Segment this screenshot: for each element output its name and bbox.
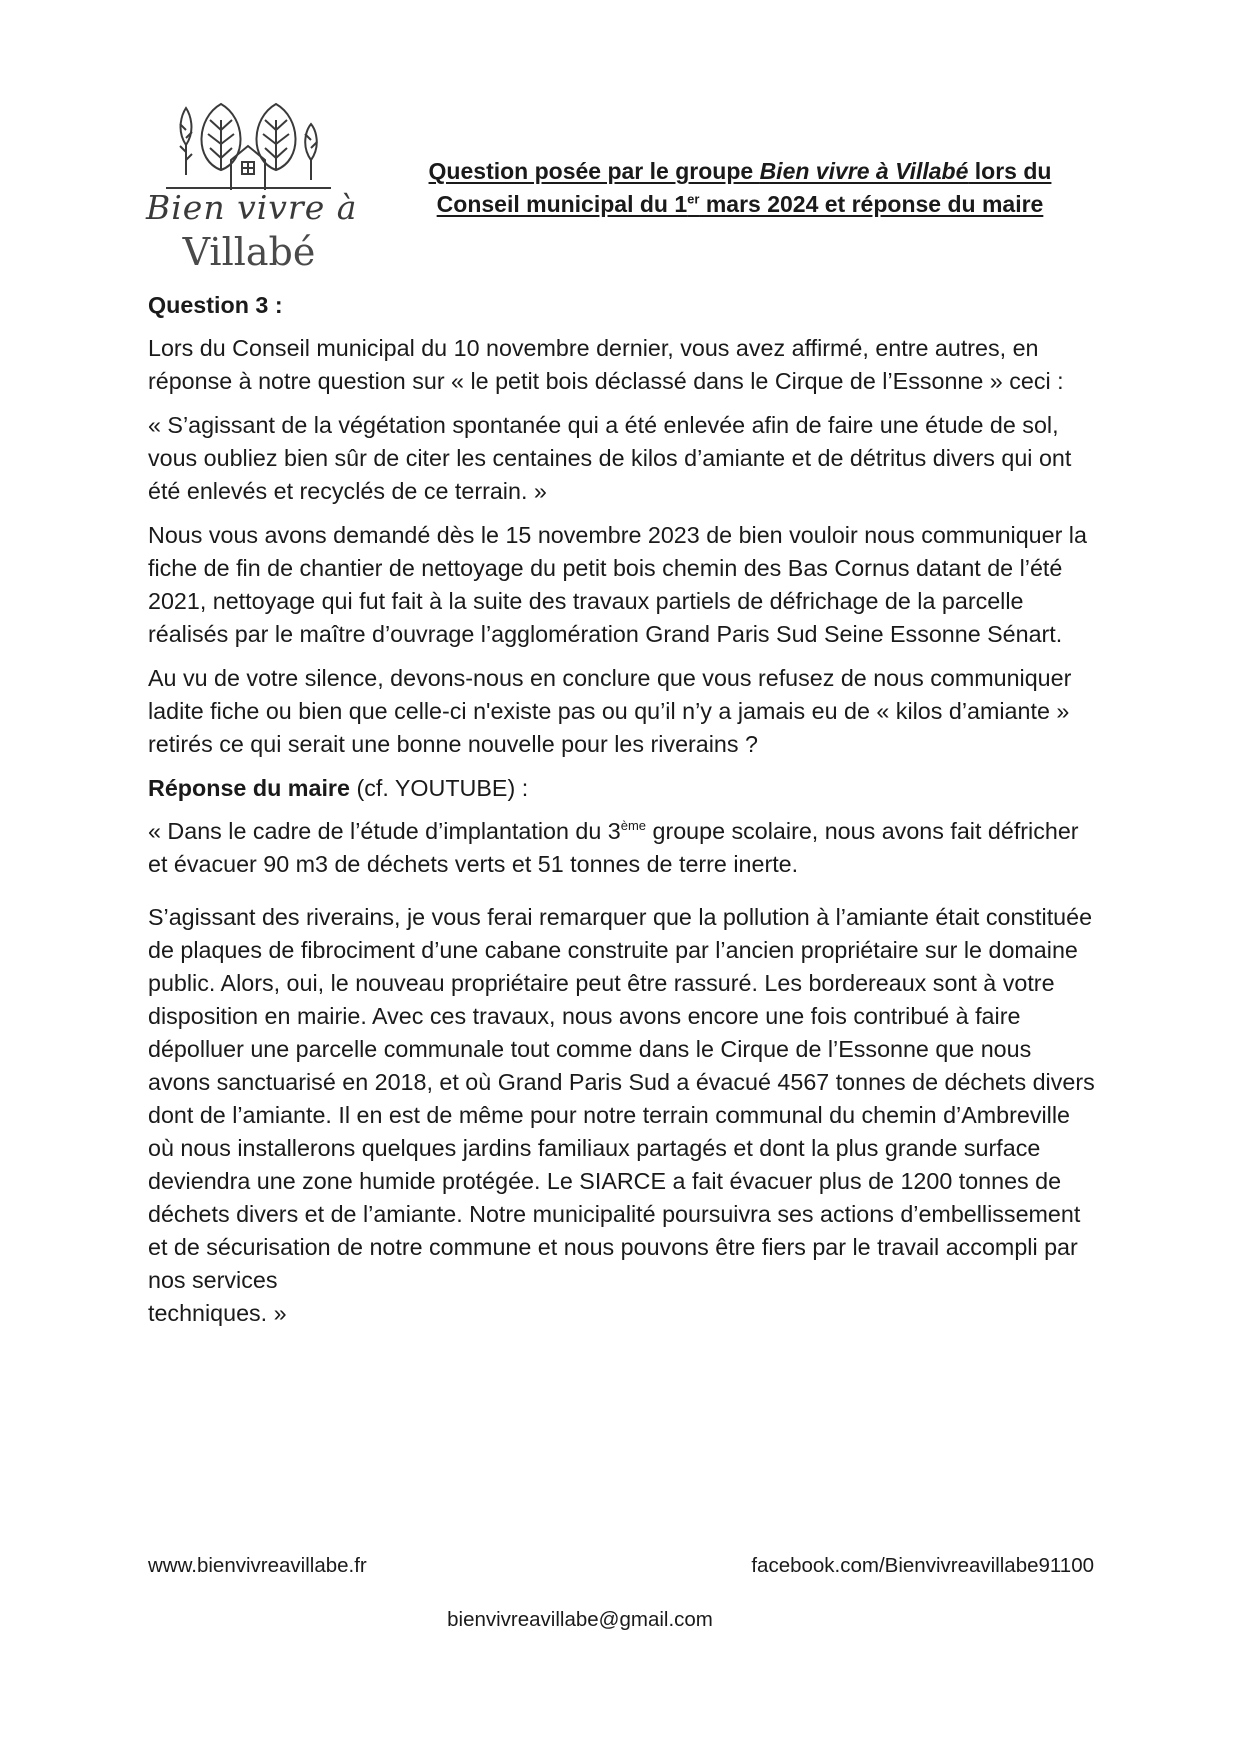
- response-label-bold: Réponse du maire: [148, 775, 350, 801]
- document-body: [148, 289, 1098, 1330]
- question-paragraph-3: Nous vous avons demandé dès le 15 novembre 2023 de bien vouloir nous communiquer la fiche de fin de chantier de nettoyage du petit bois chemin des Bas Cornus datant de l’été 2021, nettoyage qui fut fait à la suite des travaux partiels de défrichage de la parcelle réalisés par le maître d’ouvrage l’agglomération Grand Paris Sud Seine Essonne Sénart.: [148, 522, 1087, 647]
- response-paragraph-2: S’agissant des riverains, je vous ferai remarquer que la pollution à l’amiante était constituée de plaques de fibrociment d’une cabane construite par l’ancien propriétaire sur le domaine public. Alors, oui, le nouveau propriétaire peut être rassuré. Les bordereaux sont à votre disposition en mairie. Avec ces travaux, nous avons encore une fois contribué à faire dépolluer une parcelle communale tout comme dans le Cirque de l’Essonne que nous avons sanctuarisé en 2018, et où Grand Paris Sud a évacué 4567 tonnes de déchets divers dont de l’amiante. Il en est de même pour notre terrain communal du chemin d’Ambreville où nous installerons quelques jardins familiaux partagés et dont la plus grande surface deviendra une zone humide protégée. Le SIARCE a fait évacuer plus de 1200 tonnes de déchets divers et de l’amiante. Notre municipalité poursuivra ses actions d’embellissement et de sécurisation de notre commune et nous pouvons être fiers par le travail accompli par nos services: [148, 904, 1095, 1293]
- question-paragraph-2: « S’agissant de la végétation spontanée qui a été enlevée afin de faire une étude de sol, vous oubliez bien sûr de citer les centaines de kilos d’amiante et de détritus divers qui ont été enlevés et recyclés de ce terrain. »: [148, 412, 1072, 504]
- heading-group-name: Bien vivre à Villabé: [759, 158, 969, 184]
- question-paragraph-1: Lors du Conseil municipal du 10 novembre dernier, vous avez affirmé, entre autres, en réponse à notre question sur « le petit bois déclassé dans le Cirque de l’Essonne » ceci :: [148, 335, 1064, 394]
- heading-line1-suffix: lors du: [968, 158, 1052, 184]
- logo: [146, 100, 358, 278]
- question-label: Question 3 :: [148, 292, 283, 318]
- response-paragraph-2-end: techniques. »: [148, 1300, 287, 1326]
- page-title: [380, 155, 1100, 221]
- heading-line1-prefix: Question posée par le groupe: [428, 158, 760, 184]
- response-p1-suffix: groupe scolaire, nous avons fait défricher et évacuer 90 m3 de déchets verts et 51 tonnes de terre inerte.: [148, 818, 1079, 877]
- trees-house-icon: [146, 100, 352, 200]
- response-label: [148, 772, 1098, 805]
- footer-facebook: facebook.com/Bienvivreavillabe91100: [751, 1554, 1094, 1577]
- question-paragraph-4: Au vu de votre silence, devons-nous en conclure que vous refusez de nous communiquer ladite fiche ou bien que celle-ci n'existe pas ou qu’il n’y a jamais eu de « kilos d’amiante » retirés ce qui serait une bonne nouvelle pour les riverains ?: [148, 665, 1072, 757]
- heading-line2-sup: er: [687, 191, 700, 207]
- heading-line2-prefix: Conseil municipal du 1: [436, 191, 688, 217]
- response-label-suffix: (cf. YOUTUBE) :: [349, 775, 529, 801]
- response-p1-prefix: « Dans le cadre de l’étude d’implantation du 3: [148, 818, 621, 844]
- heading-line2-suffix: mars 2024 et réponse du maire: [699, 191, 1044, 217]
- footer-website: www.bienvivreavillabe.fr: [148, 1554, 367, 1577]
- response-p1-sup: ème: [620, 818, 647, 834]
- logo-title: Bien vivre à: [146, 188, 358, 227]
- logo-town: Villabé: [182, 230, 316, 274]
- footer-email: bienvivreavillabe@gmail.com: [447, 1608, 713, 1631]
- response-paragraph-1: [148, 815, 1098, 881]
